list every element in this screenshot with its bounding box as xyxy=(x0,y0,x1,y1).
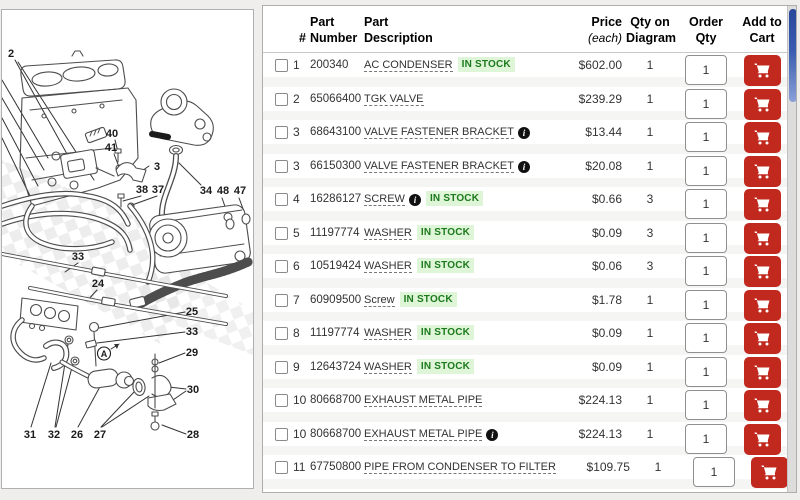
part-price: $0.66 xyxy=(591,192,622,207)
order-qty-input[interactable] xyxy=(685,424,727,454)
cart-icon xyxy=(754,63,771,78)
row-checkbox[interactable] xyxy=(275,160,288,173)
cart-icon xyxy=(754,130,771,145)
row-checkbox[interactable] xyxy=(275,193,288,206)
diagram-label: 40 xyxy=(105,128,119,140)
part-number: 66150300 xyxy=(310,159,362,172)
row-number: 3 xyxy=(293,158,300,173)
diagram-label: 24 xyxy=(91,278,105,290)
engine-diagram-art xyxy=(2,51,252,434)
row-number: 5 xyxy=(293,225,300,240)
qty-on-diagram: 1 xyxy=(646,393,654,408)
part-description-cell xyxy=(364,187,548,211)
table-row xyxy=(263,288,796,322)
qty-on-diagram: 1 xyxy=(654,460,662,475)
part-price: $1.78 xyxy=(591,292,622,307)
cart-icon xyxy=(754,331,771,346)
in-stock-badge: IN STOCK xyxy=(417,225,474,240)
cart-icon xyxy=(754,197,771,212)
qty-on-diagram: 1 xyxy=(646,326,654,341)
part-number: 10519424 xyxy=(310,260,362,273)
qty-on-diagram: 3 xyxy=(646,192,654,207)
add-to-cart-button[interactable] xyxy=(744,256,781,287)
cart-icon xyxy=(754,432,771,447)
part-description-link[interactable]: Screw xyxy=(364,293,395,306)
col-header-qty-on-diagram: Qty on Diagram xyxy=(626,15,677,45)
row-number: 7 xyxy=(293,292,300,307)
part-number: 60909500 xyxy=(310,293,362,306)
part-price: $109.75 xyxy=(586,460,630,475)
part-description-cell xyxy=(364,388,548,412)
cart-icon xyxy=(754,231,771,246)
col-header-order-qty: Order Qty xyxy=(688,15,724,45)
diagram-label: 33 xyxy=(71,251,85,263)
cart-icon xyxy=(761,465,778,480)
part-number: 200340 xyxy=(310,59,349,72)
part-description-cell xyxy=(364,355,548,379)
part-description-cell xyxy=(364,120,548,144)
part-description-cell xyxy=(364,87,548,111)
in-stock-badge: IN STOCK xyxy=(417,258,474,273)
diagram-label: 29 xyxy=(185,347,199,359)
qty-on-diagram: 3 xyxy=(646,225,654,240)
qty-on-diagram: 1 xyxy=(646,58,654,73)
part-number: 67750800 xyxy=(310,461,362,474)
part-description-cell xyxy=(364,455,556,479)
order-qty-input[interactable] xyxy=(685,189,727,219)
row-number: 2 xyxy=(293,91,300,106)
diagram-label: 30 xyxy=(186,384,200,396)
row-checkbox[interactable] xyxy=(275,59,288,72)
part-number: 65066400 xyxy=(310,92,362,105)
row-checkbox[interactable] xyxy=(275,126,288,139)
part-number: 80668700 xyxy=(310,394,362,407)
col-header-price: Price (each) xyxy=(587,15,622,45)
part-description-link[interactable]: WASHER xyxy=(364,327,412,340)
order-qty-input[interactable] xyxy=(685,390,727,420)
part-description-link[interactable]: TGK VALVE xyxy=(364,92,424,105)
qty-on-diagram: 1 xyxy=(646,359,654,374)
qty-on-diagram: 3 xyxy=(646,259,654,274)
diagram-label: 31 xyxy=(23,429,37,441)
col-header-part-number: Part Number xyxy=(310,15,358,45)
part-price: $0.09 xyxy=(591,359,622,374)
diagram-label: 27 xyxy=(93,429,107,441)
diagram-label: 41 xyxy=(104,142,118,154)
part-number: 11197774 xyxy=(310,226,360,239)
info-icon[interactable]: i xyxy=(409,194,421,206)
part-number: 16286127 xyxy=(310,193,362,206)
table-row xyxy=(263,422,796,456)
in-stock-badge: IN STOCK xyxy=(426,191,483,206)
qty-on-diagram: 1 xyxy=(646,292,654,307)
table-row xyxy=(263,221,796,255)
part-number: 80668700 xyxy=(310,427,362,440)
diagram-label: 48 xyxy=(216,185,230,197)
row-number: 8 xyxy=(293,326,300,341)
part-description-cell xyxy=(364,254,548,278)
part-price: $0.09 xyxy=(591,225,622,240)
table-row xyxy=(263,154,796,188)
part-description-cell xyxy=(364,154,548,178)
parts-diagram-panel xyxy=(1,9,254,489)
add-to-cart-button[interactable] xyxy=(744,390,781,421)
order-qty-input[interactable] xyxy=(685,156,727,186)
part-price: $602.00 xyxy=(578,58,622,73)
add-to-cart-button[interactable] xyxy=(744,323,781,354)
qty-on-diagram: 1 xyxy=(646,158,654,173)
table-row xyxy=(263,321,796,355)
cart-icon xyxy=(754,264,771,279)
row-number: 9 xyxy=(293,359,300,374)
row-checkbox[interactable] xyxy=(275,361,288,374)
row-number: 11 xyxy=(293,460,306,475)
in-stock-badge: IN STOCK xyxy=(400,292,457,307)
add-to-cart-button[interactable] xyxy=(744,290,781,321)
info-icon[interactable]: i xyxy=(518,127,530,139)
order-qty-input[interactable] xyxy=(685,89,727,119)
row-number: 4 xyxy=(293,192,300,207)
part-price: $224.13 xyxy=(578,393,622,408)
table-row xyxy=(263,254,796,288)
row-checkbox[interactable] xyxy=(275,294,288,307)
diagram-label: 25 xyxy=(185,306,199,318)
scrollbar-thumb[interactable] xyxy=(789,9,797,102)
row-number: 1 xyxy=(293,58,300,73)
diagram-label: 34 xyxy=(199,185,213,197)
add-to-cart-button[interactable] xyxy=(744,357,781,388)
row-number: 3 xyxy=(293,125,300,140)
part-number: 12643724 xyxy=(310,360,362,373)
col-header-description: Part Description xyxy=(364,15,433,45)
table-row xyxy=(263,120,796,154)
info-icon[interactable]: i xyxy=(518,161,530,173)
diagram-label: 37 xyxy=(151,184,165,196)
part-description-link[interactable]: WASHER xyxy=(364,226,412,239)
order-qty-input[interactable] xyxy=(693,457,735,487)
order-qty-input[interactable] xyxy=(685,256,727,286)
col-header-add-to-cart: Add to Cart xyxy=(742,15,782,45)
add-to-cart-button[interactable] xyxy=(744,424,781,455)
part-description-cell xyxy=(364,221,548,245)
cart-icon xyxy=(754,164,771,179)
order-qty-input[interactable] xyxy=(685,290,727,320)
part-price: $239.29 xyxy=(578,91,622,106)
engine-parts-diagram xyxy=(2,10,253,488)
part-description-link[interactable]: VALVE FASTENER BRACKET xyxy=(364,126,514,139)
part-description-link[interactable]: EXHAUST METAL PIPE xyxy=(364,427,483,440)
order-qty-input[interactable] xyxy=(685,323,727,353)
order-qty-input[interactable] xyxy=(685,122,727,152)
qty-on-diagram: 1 xyxy=(646,91,654,106)
part-description-link[interactable]: SCREW xyxy=(364,193,405,206)
diagram-label: 3 xyxy=(153,161,161,173)
part-price: $20.08 xyxy=(585,158,622,173)
table-row xyxy=(263,53,796,87)
part-price: $0.06 xyxy=(591,259,622,274)
row-checkbox[interactable] xyxy=(275,428,288,441)
vertical-scrollbar[interactable] xyxy=(787,6,796,492)
add-to-cart-button[interactable] xyxy=(751,457,788,488)
part-description-cell xyxy=(364,422,548,446)
part-description-link[interactable]: WASHER xyxy=(364,360,412,373)
order-qty-input[interactable] xyxy=(685,223,727,253)
cart-icon xyxy=(754,97,771,112)
col-header-num: # xyxy=(299,30,306,45)
row-checkbox[interactable] xyxy=(275,260,288,273)
add-to-cart-button[interactable] xyxy=(744,189,781,220)
row-number: 6 xyxy=(293,259,300,274)
part-description-link[interactable]: AC CONDENSER xyxy=(364,59,453,72)
cart-icon xyxy=(754,298,771,313)
cart-icon xyxy=(754,365,771,380)
part-price: $224.13 xyxy=(578,426,622,441)
part-price: $0.09 xyxy=(591,326,622,341)
row-checkbox[interactable] xyxy=(275,461,288,474)
qty-on-diagram: 1 xyxy=(646,426,654,441)
row-checkbox[interactable] xyxy=(275,93,288,106)
diagram-label: 38 xyxy=(135,184,149,196)
parts-list xyxy=(263,53,796,489)
cart-icon xyxy=(754,398,771,413)
add-to-cart-button[interactable] xyxy=(744,223,781,254)
part-description-link[interactable]: WASHER xyxy=(364,260,412,273)
parts-table-panel xyxy=(262,5,797,493)
diagram-label: 33 xyxy=(185,326,199,338)
row-checkbox[interactable] xyxy=(275,394,288,407)
part-price: $13.44 xyxy=(585,125,622,140)
part-description-link[interactable]: PIPE FROM CONDENSER TO FILTER xyxy=(364,461,556,474)
row-checkbox[interactable] xyxy=(275,227,288,240)
diagram-label: 28 xyxy=(186,429,200,441)
add-to-cart-button[interactable] xyxy=(744,156,781,187)
parts-table-header xyxy=(263,6,796,53)
in-stock-badge: IN STOCK xyxy=(417,325,474,340)
row-checkbox[interactable] xyxy=(275,327,288,340)
in-stock-badge: IN STOCK xyxy=(417,359,474,374)
order-qty-input[interactable] xyxy=(685,357,727,387)
diagram-label: 26 xyxy=(70,429,84,441)
part-description-link[interactable]: EXHAUST METAL PIPE xyxy=(364,394,483,407)
part-number: 11197774 xyxy=(310,327,360,340)
part-description-link[interactable]: VALVE FASTENER BRACKET xyxy=(364,159,514,172)
add-to-cart-button[interactable] xyxy=(744,55,781,86)
table-row xyxy=(263,87,796,121)
table-row xyxy=(263,455,796,489)
part-description-cell xyxy=(364,321,548,345)
add-to-cart-button[interactable] xyxy=(744,122,781,153)
diagram-label: 32 xyxy=(47,429,61,441)
table-row xyxy=(263,355,796,389)
qty-on-diagram: 1 xyxy=(646,125,654,140)
diagram-label: A xyxy=(100,349,108,359)
diagram-label: 47 xyxy=(233,185,247,197)
row-number: 10 xyxy=(293,426,307,441)
part-description-cell xyxy=(364,288,548,312)
row-number: 10 xyxy=(293,393,307,408)
order-qty-input[interactable] xyxy=(685,55,727,85)
table-row xyxy=(263,187,796,221)
diagram-label: 2 xyxy=(7,48,15,60)
part-description-cell xyxy=(364,53,548,77)
table-row xyxy=(263,388,796,422)
in-stock-badge: IN STOCK xyxy=(458,57,515,72)
info-icon[interactable]: i xyxy=(486,429,498,441)
part-number: 68643100 xyxy=(310,126,362,139)
add-to-cart-button[interactable] xyxy=(744,89,781,120)
